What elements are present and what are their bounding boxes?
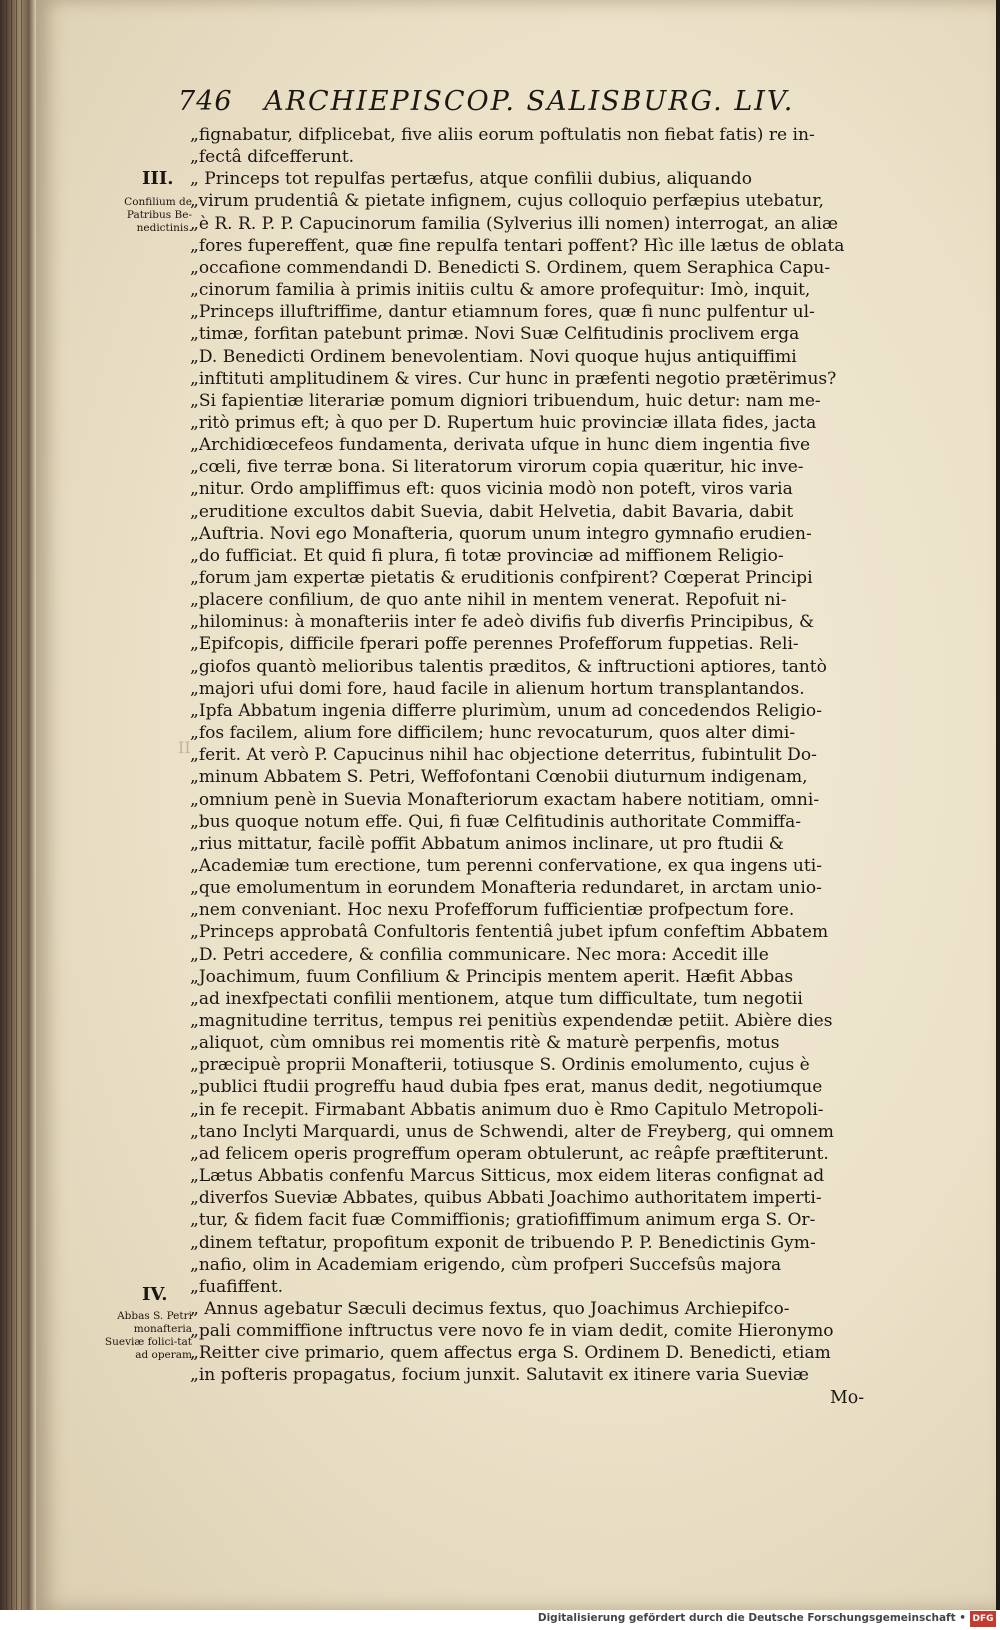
text-line: „Reitter cive primario, quem affectus erga S. Ordinem D. Benedicti, etiam	[190, 1343, 831, 1364]
text-line: „giofos quantò melioribus talentis præditos, & inftructioni aptiores, tantò	[190, 656, 827, 677]
book-gutter	[0, 0, 36, 1610]
text-line: „occafione commendandi D. Benedicti S. Ordinem, quem Seraphica Capu-	[190, 257, 831, 278]
text-line: „Auftria. Novi ego Monafteria, quorum unum integro gymnafio erudien-	[190, 523, 812, 544]
text-line: „hilominus: à monafteriis inter fe adeò divifis fub diverfis Principibus, &	[190, 612, 815, 633]
text-line: „ Princeps tot repulfas pertæfus, atque confilii dubius, aliquando	[190, 169, 752, 190]
text-line: „aliquot, cùm omnibus rei momentis ritè & maturè perpenfis, motus	[190, 1033, 780, 1054]
text-line: „præcipuè proprii Monafterii, totiusque S. Ordinis emolumento, cujus è	[190, 1055, 810, 1076]
text-line: „ad inexfpectati confilii mentionem, atque tum difficultate, tum negotii	[190, 988, 803, 1009]
text-line: „nem conveniant. Hoc nexu Profefforum fufficientiæ profpectum fore.	[190, 900, 795, 921]
text-line: „forum jam expertæ pietatis & eruditionis confpirent? Cœperat Principi	[190, 568, 813, 588]
text-line: „timæ, forfitan patebunt primæ. Novi Suæ Celfitudinis proclivem erga	[190, 324, 800, 345]
text-line: „ Annus agebatur Sæculi decimus fextus, quo Joachimus Archiepifco-	[190, 1298, 790, 1319]
text-line: „fores fupereffent, quæ fine repulfa tentari poffent? Hìc ille lætus de oblata	[190, 235, 845, 256]
text-line: „è R. R. P. P. Capucinorum familia (Sylverius illi nomen) interrogat, an aliæ	[190, 213, 839, 234]
text-line: „minum Abbatem S. Petri, Weffofontani Cœnobii diuturnum indigenam,	[190, 767, 808, 788]
section-number-4: IV.	[142, 1284, 168, 1305]
text-line: „fignabatur, difplicebat, five aliis eorum poftulatis non fiebat fatis) re in-	[190, 125, 815, 145]
text-line: „Lætus Abbatis confenfu Marcus Sitticus, mox eidem literas confignat ad	[190, 1166, 825, 1187]
text-line: „D. Benedicti Ordinem benevolentiam. Novi quoque hujus antiquiffimi	[190, 346, 797, 367]
text-line: „virum prudentiâ & pietate infignem, cujus colloquio perfæpius utebatur,	[190, 191, 824, 212]
text-line: „diverfos Sueviæ Abbates, quibus Abbati Joachimo authoritatem imperti-	[190, 1188, 822, 1209]
text-line: „Epifcopis, difficile fperari poffe perennes Profefforum fuppetias. Reli-	[190, 634, 799, 655]
text-line: „ferit. At verò P. Capucinus nihil hac objectione deterritus, fubintulit Do-	[190, 745, 817, 766]
text-line: „bus quoque notum effe. Qui, fi fuæ Celfitudinis authoritate Commiffa-	[190, 811, 802, 832]
digitization-credit: Digitalisierung gefördert durch die Deutsche Forschungsgemeinschaft •	[537, 1612, 966, 1624]
text-line: „D. Petri accedere, & confilia communicare. Nec mora: Accedit ille	[190, 944, 769, 965]
running-header	[178, 86, 798, 126]
text-line: „fectâ difcefferunt.	[190, 147, 355, 168]
text-line: „in pofteris propagatus, focium junxit. Salutavit ex itinere varia Sueviæ	[190, 1365, 809, 1386]
text-line: „nafio, olim in Academiam erigendo, cùm profperi Succefsûs majora	[190, 1254, 782, 1275]
text-line: „Si fapientiæ literariæ pomum digniori tribuendum, huic detur: nam me-	[190, 390, 821, 411]
running-title: ARCHIEPISCOP. SALISBURG. LIV.	[264, 86, 795, 117]
section-number-3: III.	[142, 168, 174, 189]
text-line: „Ipfa Abbatum ingenia differre plurimùm, unum ad concedendos Religio-	[190, 700, 822, 721]
text-line: „que emolumentum in eorundem Monafteria redundaret, in arctam unio-	[190, 878, 822, 899]
text-line: Mo-	[830, 1387, 865, 1408]
text-line: „Joachimum, fuum Confilium & Principis mentem aperit. Hæfit Abbas	[190, 966, 794, 987]
text-line: „Archidiœcefeos fundamenta, derivata ufque in hunc diem ingentia five	[190, 435, 811, 456]
marginal-note-3: Confilium de Patribus Be-nedictinis.	[124, 196, 192, 234]
text-line: „rius mittatur, facilè poffit Abbatum animos inclinare, ut pro ftudii &	[190, 833, 784, 854]
text-line: „tano Inclyti Marquardi, unus de Schwendi, alter de Freyberg, qui omnem	[190, 1121, 834, 1142]
text-line: „dinem teftatur, propofitum exponit de tribuendo P. P. Benedictinis Gym-	[190, 1232, 816, 1253]
dfg-logo-icon: DFG	[970, 1611, 996, 1627]
text-line: „majori ufui domi fore, haud facile in alienum hortum transplantandos.	[190, 678, 805, 699]
text-line: „Princeps illuftriffime, dantur etiamnum fores, quæ fi nunc pulfentur ul-	[190, 302, 815, 323]
text-line: „in fe recepit. Firmabant Abbatis animum duo è Rmo Capitulo Metropoli-	[190, 1099, 824, 1120]
text-line: „ritò primus eft; à quo per D. Rupertum huic provinciæ illata fides, jacta	[190, 412, 817, 433]
text-line: „tur, & fidem facit fuæ Commiffionis; gratiofiffimum animum erga S. Or-	[190, 1210, 816, 1231]
text-line: „placere confilium, de quo ante nihil in mentem venerat. Repofuit ni-	[190, 590, 787, 611]
text-line: „Academiæ tum erectione, tum perenni confervatione, ex qua ingens uti-	[190, 855, 822, 876]
text-line: „pali commiffione inftructus vere novo fe in viam dedit, comite Hieronymo	[190, 1321, 834, 1342]
text-line: „omnium penè in Suevia Monafteriorum exactam habere notitiam, omni-	[190, 789, 820, 810]
text-line: „fuafiffent.	[190, 1276, 284, 1297]
text-line: „do fufficiat. Et quid fi plura, fi totæ provinciæ ad miffionem Religio-	[190, 545, 784, 566]
text-line: „cinorum familia à primis initiis cultu & amore profequitur: Imò, inquit,	[190, 280, 811, 301]
text-line: „eruditione excultos dabit Suevia, dabit Helvetia, dabit Bavaria, dabit	[190, 501, 794, 522]
text-line: „magnitudine territus, tempus rei penitiùs expendendæ petiit. Abière dies	[190, 1011, 833, 1031]
text-line: „inftituti amplitudinem & vires. Cur hunc in præfenti negotio prætërimus?	[190, 368, 837, 389]
text-line: „ad felicem operis progreffum operam obtulerunt, ac reâpfe præftiterunt.	[190, 1143, 829, 1164]
text-line: „Princeps approbatâ Confultoris fententiâ jubet ipfum confeftim Abbatem	[190, 922, 829, 943]
marginal-note-4: Abbas S. Petri monafteria Sueviæ folici-tat ad operam	[104, 1310, 192, 1361]
text-line: „fos facilem, alium fore difficilem; hunc revocaturum, quos alter dimi-	[190, 723, 796, 744]
text-line: „publici ftudii progreffu haud dubia fpes erat, manus dedit, negotiumque	[190, 1077, 823, 1098]
text-line: „cœli, five terræ bona. Si literatorum virorum copia quæritur, hic inve-	[190, 457, 804, 478]
bleed-through-mark: II	[178, 738, 191, 757]
text-line: „nitur. Ordo ampliffimus eft: quos vicinia modò non poteft, viros varia	[190, 479, 793, 500]
page-number: 746	[178, 86, 233, 117]
